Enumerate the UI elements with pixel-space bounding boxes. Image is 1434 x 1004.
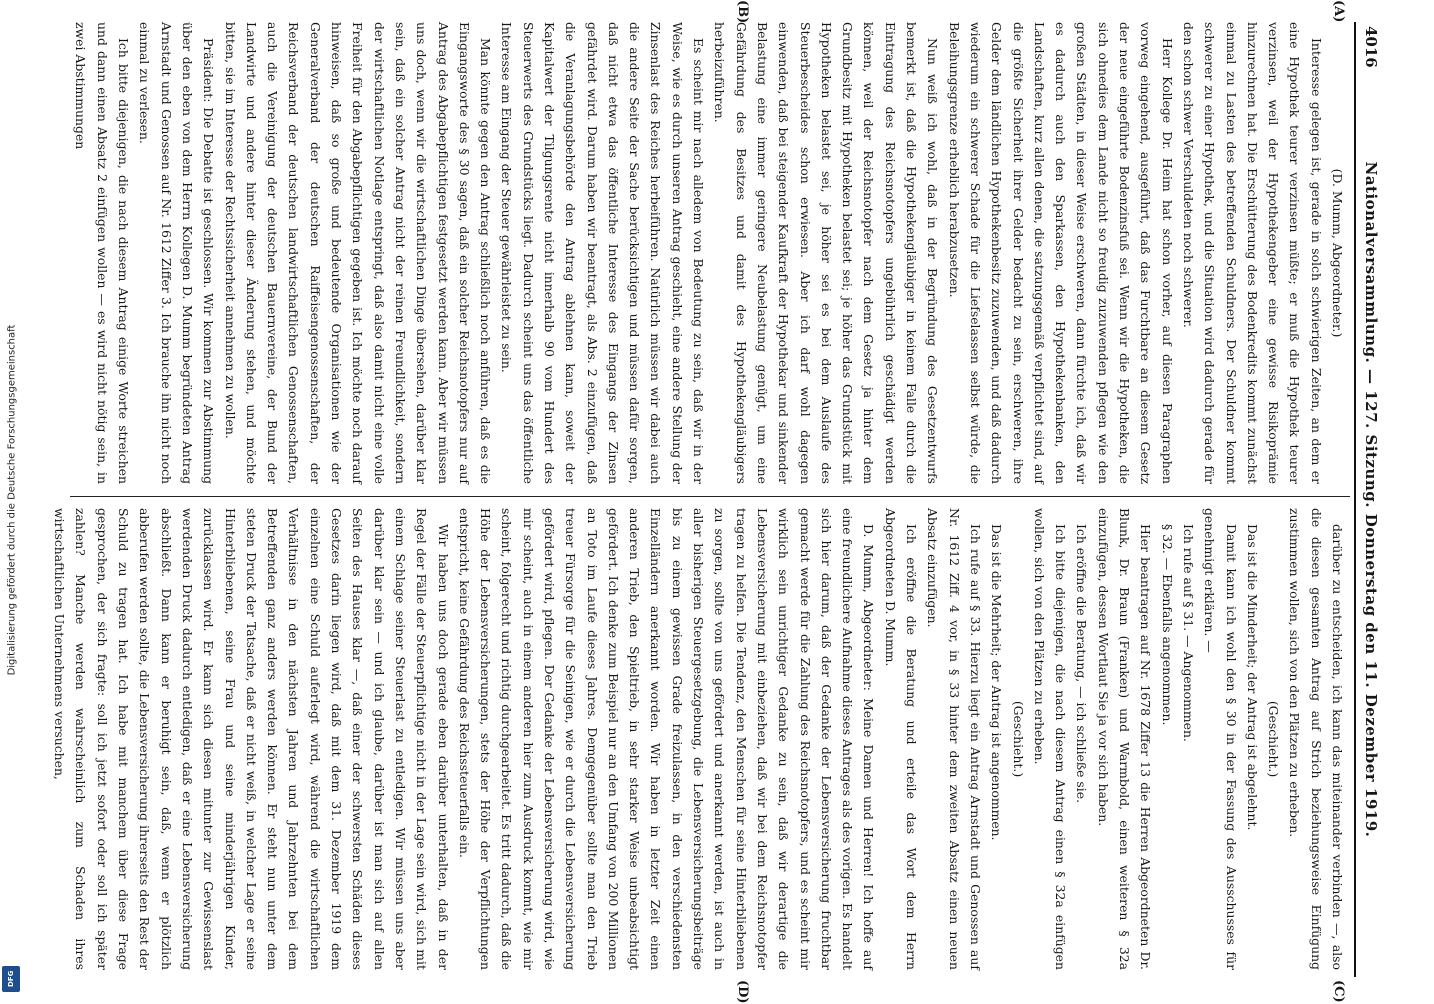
page-header [1354, 22, 1390, 977]
watermark-text: Digitalisierung gefördert durch die Deutsche Forschungsgemeinschaft [6, 324, 18, 676]
margin-mark-a: (A) [1331, 0, 1346, 23]
paragraph: Ich bitte diejenigen, die nach diesem Antrag einige Worte streichen und dann einen Absatz 2 einfügen wollen — es wird nicht nötig sein, in zwei Abstimmungen [73, 22, 132, 484]
paragraph: Ich rufe auf § 31. — Angenommen. [1180, 524, 1196, 742]
scanned-page [52, 0, 1390, 1004]
watermark-strip [0, 0, 24, 1000]
paragraph: Ich rufe auf § 33. Hierzu liegt ein Antrag Arnstadt und Genossen auf Nr. 1612 Ziff. 4 vor, in § 33 hinter dem zweiten Absatz einen neuen Absatz einzufügen. [925, 508, 983, 970]
column-divider [70, 496, 1350, 497]
speaker-tag: (D. Mumm, Abgeordneter.) [1330, 168, 1345, 338]
paragraph: Ich eröffne die Beratung und erteile das Wort dem Herrn Abgeordneten D. Mumm. [882, 508, 920, 970]
paragraph: Wir haben uns doch gerade eben darüber unterhalten, daß in der Regel der Fälle der Steuerpflichtige nicht in der Lage sein wird, sich mit einem Schlage seiner Steuerlast zu entledigen. Wir müssen uns aber darüber klar sein — und ich glaube, darüber ist man sich auf allen Seiten des Hauses klar —, daß einer der schwersten Schäden dieses Gesetzes darin liegen wird, daß mit dem 31. Dezember 1919 dem einzelnen eine Schuld auferlegt wird, während die wirtschaftlichen Verhältnisse in den nächsten Jahren und Jahrzehnten bei dem Betreffenden ganz anders werden können. Er steht nun unter dem steten Druck der Tatsache, daß er nicht weiß, in welcher Lage er seine Hinterbliebenen, seine Frau und seine minderjährigen Kinder, zurücklassen wird. Er kann sich diesen mitunter zur Gewissenslast werdenden Druck dadurch entledigen, daß er eine Lebensversicherung abschließt. Dann kann er beruhigt sein, daß, wenn er plötzlich abberufen werden sollte, die Lebensversicherung ihrerseits den Rest der Schuld zu tragen hat. Ich habe mit manchem über diese Frage gesprochen, der sich fragte: soll ich jetzt sofort oder soll ich später zahlen? Manche werden wahrscheinlich zum Schaden ihres wirtschaftlichen Unternehmens versuchen, [52, 508, 451, 970]
paragraph: Damit kann ich wohl den § 30 in der Fassung des Ausschusses für genehmigt erklären. — [1202, 508, 1239, 970]
right-column [52, 508, 1348, 970]
paragraph: Nun weiß ich wohl, daß in der Begründung des Gesetzentwurfs bemerkt ist, daß die Hypothekengläubiger in keinem Falle durch die Eintragung des Reichsnotopfers ungebührlich geschädigt werden können, weil der Reichsnotopfer nach dem Gesetz ja hinter dem Grundbesitz mit Hypotheken belastet sei; je höher das Grundstück mit Hypotheken belastet sei, je höher sei es bei dem Auslaufe des Steuerbescheides schon erwiesen. Aber ich darf wohl dagegen einwenden, daß bei steigender Kaufkraft der Hypothekar und sinkender Belastung eine immer geringere Neubelastung genügt, um eine Gefährdung des Besitzes und damit des Hypothekengläubigers herbeizuführen. [712, 22, 941, 484]
paragraph: Herr Kollege Dr. Heim hat schon vorher, auf diesen Paragraphen vorweg eingehend, ausgeführt, daß das Furchtbare an diesem Gesetz der neue eingeführte Bodenzinsfuß sei. Wenn wir die Hypotheken, die sich ohnedies dem Lande nicht so freudig zuzuwenden pflegen wie den großen Städten, in dieser Weise erschweren, dann fürchte ich, daß wir es dadurch auch den Sparkassen, den Hypothekenbanken, den Landschaften, kurz allen denen, die satzungsgemäß verpflichtet sind, auf die größte Sicherheit ihrer Gelder bedacht zu sein, erschweren, ihre Gelder dem ländlichen Hypothekenbesitz zuzuwenden, und daß dadurch wiederum ein schwerer Schade für die Liefselassen selbst würde, die Beleihungsgrenze erheblich herabzusetzen. [946, 22, 1175, 484]
margin-mark-d: (D) [735, 980, 750, 1004]
page-number: 4016 [1362, 26, 1380, 68]
paragraph: Ich bitte diejenigen, die nach diesem Antrag einen § 32a einfügen wollen, sich von den Plätzen zu erheben. [1031, 508, 1069, 970]
paragraph: Hier beantragen auf Nr. 1678 Ziffer 13 die Herren Abgeordneten Dr. Blunk, Dr. Braun (Franken) und Warmbold, einen weiteren § 32a einzufügen, dessen Wortlaut Sie ja vor sich haben. [1095, 508, 1154, 970]
paragraph: darüber zu entscheiden, ich kann das miteinander verbinden —, also die diesen gesamten Antrag auf Strich beziehungsweise Einfügung zustimmen wollen, sich von den Plätzen zu erheben. [1287, 508, 1345, 970]
margin-mark-b: (B) [735, 0, 750, 24]
paragraph: Ich eröffne die Beratung, — ich schließe sie. [1074, 524, 1090, 804]
margin-mark-c: (C) [1331, 980, 1346, 1003]
paragraph: Präsident: Die Debatte ist geschlossen. Wir kommen zur Abstimmung über den eben von dem Herrn Kollegen D. Mumm begründeten Antrag Arnstadt und Genossen auf Nr. 1612 Ziffer 3. Ich brauche ihn nicht noch einmal zu verlesen. [137, 22, 217, 484]
paragraph: Es scheint mir nach alledem von Bedeutung zu sein, daß wir in der Weise, wie es durch unseren Antrag geschieht, eine andere Stellung der Zinsenlast des Reiches herbeiführen. Natürlich müssen wir dabei auch die andere Seite der Sache berücksichtigen und müssen dafür sorgen, daß nicht etwa das öffentliche Interesse des Eingangs der Zinsen gefährdet wird. Darum haben wir beantragt, als Abs. 2 einzufügen, daß die Veranlagungsbehörde den Antrag ablehnen kann, soweit der Kapitalwert der Tilgungsrente nicht innerhalb 90 vom Hundert des Steuerwerts des Grundstücks liegt. Dadurch scheint uns das öffentliche Interesse am Eingang der Steuer gewährleistet zu sein. [499, 22, 707, 484]
paragraph: § 32. — Ebenfalls angenommen. [1159, 524, 1175, 726]
paragraph: D. Mumm, Abgeordneter: Meine Damen und Herren! Ich hoffe auf eine freundlichere Aufnahme dieses Antrages als des vorigen. Es handelt sich hier darum, daß der Gedanke der Lebensversicherung fruchtbar gemacht werde für die Zahlung des Reichsnotopfers, und es scheint mir wirklich sein unrichtiger Gedanke zu sein, daß wir derartige die Lebensversicherung mit einbeziehen, daß wir bei dem Reichsnotopfer tragen zu helfen. Die Tendenz, den Menschen für seine Hinterbliebenen zu sorgen, sollte von uns gefördert und anerkannt werden, ist auch in aller bisherigen Steuergesetzgebung, die Lebensversicherungsbeiträge bis zu einem gewissen Grade freizulassen, in den verschiedensten Einzelländern anerkannt worden. Wir haben in letzter Zeit einen anderen Trieb, den Spieltrieb, in sehr starker Weise unbeabsichtigt gefördert. Ich denke zum Beispiel nur an den Umfang von 200 Millionen an Toto im Laufe dieses Jahres. Demgegenüber sollte man den Trieb treuer Fürsorge für die Seinigen, wie er durch die Lebensversicherung gefördert wird, pflegen. Der Gedanke der Lebensversicherung wird, wie mir scheint, auch in einem anderen hier zum Ausdruck kommt, wie mir scheint, folgerecht und richtig durchgearbeitet. Es tritt dadurch, daß die Höhe der Lebensversicherungen, stets der Höhe der Verpflichtungen entspricht, keine Gefährdung des Reichssteuerfalls ein. [456, 508, 877, 970]
paragraph: Man könnte gegen den Antrag schließlich noch anführen, daß es die Eingangsworte des § 30 sagen, daß ein solcher Reichsnotopfers nur auf Antrag des Abgabepflichtigen festgesetzt werden kann. Aber wir müssen uns doch, wenn wir die wirtschaftlichen Dinge übersehen, darüber klar sein, daß ein solcher Antrag nicht der reinen Freundlichkeit, sondern der wirtschaftlichen Notlage entspringt, daß also damit nicht eine volle Freiheit für den Abgabepflichtigen gegeben ist. Ich möchte noch darauf hinweisen, daß so große und bedeutende Organisationen wie der Generalverband der deutschen Raiffeisengenossenschaften, der Reichsverband der deutschen landwirtschaftlichen Genossenschaften, auch die Vereinigung der deutschen Bauernvereine, der Bund der Landwirte und andere hinter dieser Änderung stehen, und möchte bitten, sie im Interesse der Rechtssicherheit annehmen zu wollen. [222, 22, 494, 484]
paragraph: (Geschieht.) [1266, 700, 1282, 778]
dfg-logo: DFG [2, 966, 20, 992]
paragraph: Das ist die Mehrheit; der Antrag ist angenommen. [989, 524, 1005, 841]
paragraph: Das ist die Minderheit; der Antrag ist abgelehnt. [1244, 524, 1260, 831]
paragraph: (Geschieht.) [1010, 700, 1026, 778]
page-title: Nationalversammlung. — 127. Sitzung. Donnerstag den 11. Dezember 1919. [1362, 161, 1380, 838]
left-column [73, 22, 1348, 484]
rotated-page-content [52, 0, 1390, 1004]
paragraph: Interesse gelegen ist, gerade in solch schwierigen Zeiten, an dem er eine Hypothek teurer verzinsen müßte; er muß die Hypothek teurer verzinsen, weil der Hypothekengeber eine gewisse Risikoprämie hinzurechnen hat. Die Erschütterung des Bodenkredits kommt zunächst einmal zu Lasten des betreffenden Schuldners. Der Schuldner kommt schwerer zu einer Hypothek, und die Situation wird dadurch gerade für den schon schwer Verschuldeten noch schwerer. [1180, 22, 1324, 484]
